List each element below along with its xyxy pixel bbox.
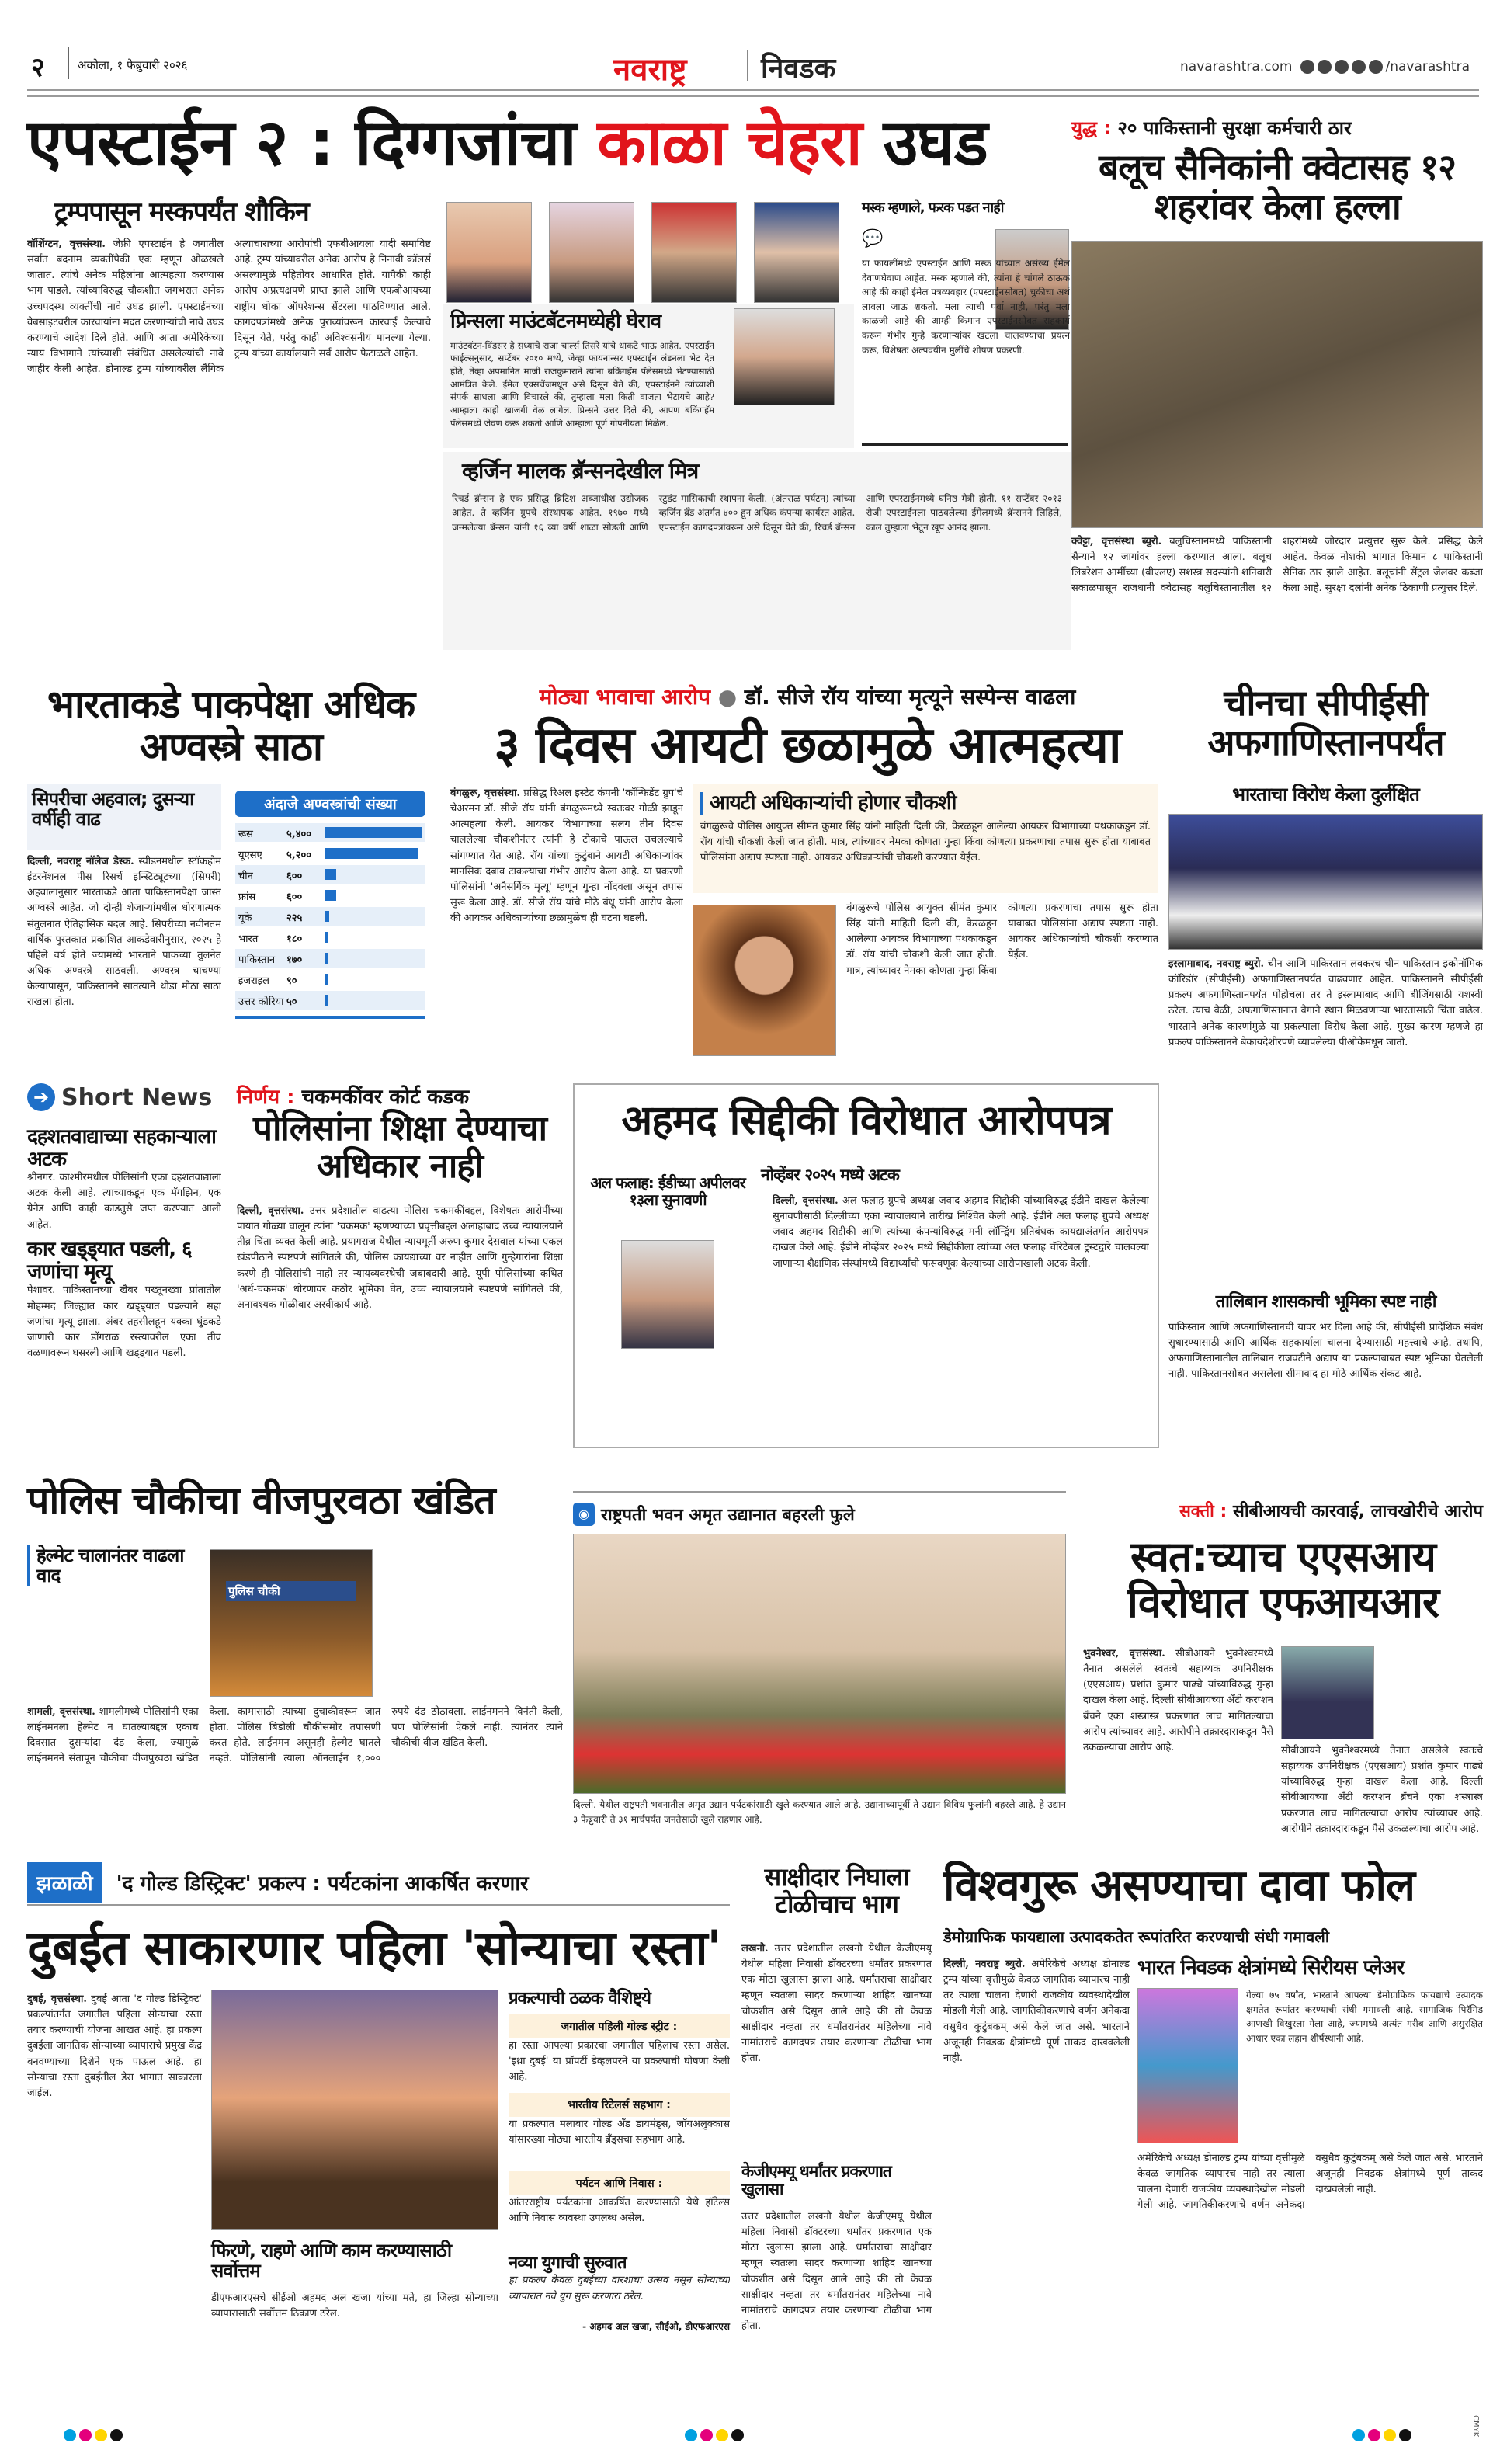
virgin-title: व्हर्जिन मालक ब्रॅन्सनदेखील मित्र — [462, 458, 699, 484]
photo-caption: दिल्ली. येथील राष्ट्रपती भवनातील अमृत उद्यान पर्यटकांसाठी खुले करण्यात आले आहे. उद्यानाच्यापूर्वी ते उद्यान विविध फुलांनी बहरले आहे. हे उद्यान ३ फेब्रुवारी ते ३१ मार्चपर्यंत जनतेसाठी खुले राहणार आहे. — [573, 1799, 1066, 1825]
police-headline: पोलिस चौकीचा वीजपुरवठा खंडित — [27, 1478, 495, 1523]
gold-street-photo — [211, 1990, 498, 2230]
siddiqui-col-title: नोव्हेंबर २०२५ मध्ये अटक — [761, 1166, 899, 1184]
china-photo — [1168, 814, 1483, 950]
arrow-icon: ➔ — [27, 1083, 55, 1111]
instagram-icon[interactable] — [1318, 60, 1332, 74]
gold-headline: दुबईत साकारणार पहिला 'सोन्याचा रस्ता' — [27, 1920, 721, 1976]
chart-bar — [325, 932, 328, 943]
divider — [862, 443, 1068, 446]
chart-value-label: ९० — [286, 975, 297, 987]
warhead-chart — [235, 791, 425, 1016]
siddiqui-side-title: अल फलाह: ईडीच्या अपीलवर १३ला सुनावणी — [590, 1173, 745, 1209]
feature-title: पर्यटन आणि निवास : — [509, 2171, 730, 2195]
feature-title: भारतीय रिटेलर्स सहभाग : — [509, 2093, 730, 2117]
it-inquiry-box — [693, 784, 1158, 893]
chart-category-label: फ्रांस — [238, 891, 256, 903]
chart-value-label: ५० — [286, 996, 297, 1008]
chart-bar — [325, 911, 329, 922]
siddiqui-box — [573, 1083, 1159, 1448]
gold-tag: झळाळी — [27, 1862, 102, 1903]
chart-value-label: ५,२०० — [286, 850, 311, 861]
gold-kicker: 'द गोल्ड डिस्ट्रिक्ट' प्रकल्प : पर्यटकांना आकर्षित करणार — [116, 1871, 529, 1896]
court-body: दिल्ली, वृत्तसंस्था. उत्तर प्रदेशातील वाढत्या पोलिस चकमकींबद्दल, विशेषतः आरोपींच्या पायात गोळ्या घालून त्यांना 'चकमक' म्हणण्याच्या प्रवृत्तीबद्दल अलाहाबाद उच्च न्यायालयाने तीव्र चिंता व्यक्त केली आहे. प्रयागराज येथील न्यायमूर्ती अरुण कुमार देसवाल यांच्या एकल खंडपीठाने स्पष्टपणे सांगितले की, पोलिस कायद्याच्या वर नाहीत आणि गुन्हेगारांना शिक्षा करणे ही पोलिसांची नाही तर न्यायव्यवस्थेची जबाबदारी आहे. यूपी पोलिसांच्या कथित 'अर्ध-चकमक' धोरणावर कठोर भूमिका घेत, उच्च न्यायालयाने स्पष्टपणे सांगितले की, अनावश्यक गोळीबार अस्वीकार्य आहे. — [237, 1205, 563, 1311]
registration-dots — [62, 2429, 124, 2445]
roy-photo — [693, 905, 836, 1056]
cmyk-mark: CMYK — [1471, 2415, 1480, 2438]
witness-headline: साक्षीदार निघाला टोळीचाच भाग — [764, 1862, 909, 1920]
chart-value-label: ५,४०० — [286, 829, 311, 840]
chart-row — [235, 907, 425, 926]
chart-row — [235, 949, 425, 968]
musk-body: या फायलींमध्ये एपस्टाईन आणि मस्क यांच्यात असंख्य ईमेल देवाणघेवाण आहेत. मस्क म्हणाले की, त्यांना हे चांगले ठाऊक आहे की काही ईमेल पत्रव्यवहार (एपस्टाईनसोबत) चुकीचा अर्थ लावला जाऊ शकतो. मला त्याची पर्वा नाही, परंतु मला काळजी आहे की आम्ही किमान एपस्टाईनसोबत सहकार्य करून गंभीर गुन्हे करणाऱ्यांवर खटला चालवण्याचा प्रयत्न करू, विशेषतः अल्पवयीन मुलींचे शोषण प्रकरणी. — [862, 258, 1070, 356]
witness-body: लखनौ. उत्तर प्रदेशातील लखनौ येथील केजीएमयू येथील महिला निवासी डॉक्टरच्या धर्मांतर प्रकरणात एक मोठा खुलासा झाला आहे. धर्मांतराचा साक्षीदार म्हणून स्वतःला सादर करणाऱ्या शाहिद खानच्या चौकशीत असे दिसून आले आहे की तो केवळ साक्षीदार नव्हता तर धर्मांतरानंतर महिलेच्या नावे नामांतराचे कागदपत्र तयार करणाऱ्या टोळीचा भाग होता. — [741, 1943, 932, 2064]
witness-body-continued: उत्तर प्रदेशातील लखनौ येथील केजीएमयू येथील महिला निवासी डॉक्टरच्या धर्मांतर प्रकरणात एक मोठा खुलासा झाला आहे. धर्मांतराचा साक्षीदार म्हणून स्वतःला सादर करणाऱ्या शाहिद खानच्या चौकशीत असे दिसून आले आहे की तो केवळ साक्षीदार नव्हता तर धर्मांतरानंतर महिलेच्या नावे नामांतराचे कागदपत्र तयार करणाऱ्या टोळीचा भाग होता. — [741, 2211, 932, 2332]
chart-row — [235, 928, 425, 947]
court-headline: पोलिसांना शिक्षा देण्याचा अधिकार नाही — [253, 1109, 547, 1187]
photo-row — [446, 202, 839, 303]
prince-body: माउंटबॅटन-विंडसर हे सध्याचे राजा चार्ल्स तिसरे यांचे धाकटे भाऊ आहेत. एपस्टाईन फाईल्सनुसार, सप्टेंबर २०१० मध्ये, जेव्हा फायनान्सर एपस्टाईन लंडनला भेट देत होते, तेव्हा अपमानित माजी राजकुमाराने त्यांना बकिंगहॅम पॅलेसमध्ये भेटण्यासाठी आमंत्रित केले. ईमेल एक्सचेंजमधून असे दिसून येते की, एपस्टाईनने त्यांच्याशी संपर्क साधला आणि विचारले की, तुम्हाला मला किती वाजता भेटायचे आहे? आम्हाला काही खाजगी वेळ लागेल. प्रिन्सने उत्तर दिले की, आपण बकिंगहॅम पॅलेसमध्ये जेवण करू शकतो आणि आम्हाला पूर्ण गोपनीयता मिळेल. — [450, 339, 714, 429]
facebook-icon[interactable] — [1300, 60, 1314, 74]
gold-body: दुबई, वृत्तसंस्था. दुबई आता 'द गोल्ड डिस्ट्रिक्ट' प्रकल्पांतर्गत जगातील पहिला सोन्याचा रस्ता तयार करण्याची योजना आखत आहे. हा प्रकल्प दुबईला जागतिक सोन्याच्या व्यापाराचे प्रमुख केंद्र बनवण्याच्या दिशेने एक पाऊल आहे. हा सोन्याचा रस्ता दुबईतील डेरा भागात साकारला जाईल. — [27, 1993, 202, 2099]
prince-photo — [734, 308, 835, 405]
registration-dots — [1351, 2429, 1413, 2445]
chart-row — [235, 865, 425, 884]
demographic-graphic — [1137, 1988, 1238, 2143]
gold-features — [509, 1990, 730, 2417]
chart-bar — [325, 827, 422, 838]
chart-category-label: भारत — [238, 933, 259, 945]
chart-category-label: यूएसए — [238, 850, 262, 861]
chart-bar — [325, 995, 328, 1006]
lead-article-body: वॉशिंग्टन, वृत्तसंस्था. जेफ्री एपस्टाईन हे जगातील सर्वात बदनाम व्यक्तींपैकी एक म्हणून ओळखले जातात. त्यांचे अनेक महिलांना आत्महत्या करण्यास भाग पाडले. त्यांच्याविरुद्ध चौकशीत जगभरात अनेक उच्चपदस्थ व्यक्तींची नावे उघड झाली. एपस्टाईनच्या वेबसाइटवरील कारवायांना मदत करणाऱ्यांची नावे उघड करण्याचे आदेश दिले होते. आणि आता अमेरिकेच्या न्याय विभागाने त्यांच्याशी संबंधित असलेल्यांची नावे जाहीर केली आहेत. डोनाल्ड ट्रम्प यांच्यावरील लैंगिक अत्याचाराच्या आरोपांची एफबीआयला यादी समाविष्ट आहे. ट्रम्प यांच्यावरील अनेक आरोप हे निनावी कॉलर्स असल्यामुळे महितीवर आधारित होते. यापैकी काही आरोप अप्रत्यक्षपणे प्राप्त झाले आणि एफबीआयच्या राष्ट्रीय धोका ऑपरेशन्स सेंटरला पाठविण्यात आले. कागदपत्रांमध्ये अनेक पुराव्यांवरून कारवाई केल्याचे दिसून येते, परंतु काही अविश्वसनीय मानल्या गेल्या. ट्रम्प यांच्या कार्यालयाने सर्व आरोप फेटाळले आहेत. — [27, 238, 431, 376]
gold-sub-body: डीएफआरएसचे सीईओ अहमद अल खजा यांच्या मते, हा जिल्हा सोन्याच्या व्यापारासाठी सर्वोत्तम ठिकाण ठरेल. — [211, 2292, 498, 2320]
quote-body: हा प्रकल्प केवळ दुबईच्या वारशाचा उत्सव नसून सोन्याच्या व्यापारात नवे युग सुरू करणारा ठरेल. — [509, 2275, 730, 2302]
cbi-kicker: सक्ती : सीबीआयची कारवाई, लाचखोरीचे आरोप — [1179, 1502, 1483, 1521]
header-rule — [27, 95, 1479, 97]
china-subhead: भारताचा विरोध केला दुर्लक्षित — [1232, 784, 1419, 805]
divider — [573, 1491, 1066, 1493]
trump-photo — [446, 202, 532, 303]
short-news-body: पेशावर. पाकिस्तानच्या खैबर पख्तूनख्वा प्रांतातील मोहम्मद जिल्ह्यात कार खड्ड्यात पडल्याने सहा जणांचा मृत्यू झाला. अंबर तहसीलहून यक्का घुंडकडे जाणारी कार डोंगराळ रस्त्यावरील एका तीव्र वळणावरून घसरली आणि खड्ड्यात पडली. — [27, 1284, 221, 1359]
registration-dots — [683, 2429, 745, 2445]
virgin-box — [443, 452, 1071, 650]
chart-value-label: ६०० — [286, 891, 303, 903]
cbi-photo — [1281, 1646, 1374, 1739]
nuclear-body: दिल्ली, नवराष्ट्र नॉलेज डेस्क. स्वीडनमधील स्टॉकहोम इंटरनॅशनल पीस रिसर्च इन्स्टिट्यूटच्या (सिपरी) अहवालानुसार भारताकडे आता पाकिस्तानपेक्षा जास्त अण्वस्त्रे आहेत. जो दोन्ही शेजाऱ्यांमधील धोरणात्मक संतुलनात ऐतिहासिक बदल आहे. सिपरीच्या नवीनतम वार्षिक पुस्तकात प्रकाशित आकडेवारीनुसार, २०२५ हे पहिले वर्ष होते ज्यामध्ये भारताने पाकच्या तुलनेत अधिक अण्वस्त्रे साठवली. अण्वस्त्र चाचण्या केल्यापासून, पाकिस्तानने सातत्याने थोडा मोठा साठा राखला होता. — [27, 856, 221, 1009]
witness-subhead: केजीएमयू धर्मांतर प्रकरणात खुलासा — [741, 2162, 891, 2199]
china-headline: चीनचा सीपीईसी अफगाणिस्तानपर्यंत — [1207, 682, 1444, 763]
chart-row — [235, 970, 425, 989]
inquiry-body: बंगळुरूचे पोलिस आयुक्त सीमंत कुमार सिंह यांनी माहिती दिली की, केरळहून आलेल्या आयकर विभागाच्या पथकाकडून डॉ. रॉय यांची चौकशी केली जात होती. मात्र, त्यांच्यावर नेमका कोणता गुन्हा किंवा कोणत्या प्रकरणाचा तपास सुरू होता याबाबत पोलिसांना अद्याप स्पष्टता नाही. आयकर अधिकाऱ्यांची चौकशी करण्यात येईल. — [700, 820, 1151, 864]
page-number: २ — [31, 52, 45, 83]
prince-title: प्रिन्सला माउंटबॅटनमध्येही घेराव — [450, 310, 661, 333]
chart-value-label: ६०० — [286, 871, 303, 882]
cbi-body: भुवनेश्वर, वृत्तसंस्था. सीबीआयने भुवनेश्वरमध्ये तैनात असलेले स्वतःचे सहाय्यक उपनिरीक्षक (एएसआय) प्रशांत कुमार पाढ्ये यांच्याविरुद्ध गुन्हा दाखल केला आहे. दिल्ली सीबीआयच्या अँटी करप्शन ब्रँचने एका शस्त्रास्त्र प्रकरणात लाच मागितल्याचा आरोप त्यांच्यावर आहे. आरोपीने तक्रारदाराकडून पैसे उकळल्याचा आरोप आहे. — [1083, 1648, 1273, 1753]
chart-bar — [325, 974, 328, 985]
lead-headline: एपस्टाईन २ : दिग्गजांचा काळा चेहरा उघड — [27, 106, 988, 180]
chart-bar — [325, 890, 336, 901]
website-link[interactable]: navarashtra.com — [1180, 59, 1293, 75]
chart-value-label: १८० — [286, 933, 303, 945]
it-headline: ३ दिवस आयटी छळामुळे आत्महत्या — [494, 717, 1121, 774]
police-body: शामली, वृत्तसंस्था. शामलीमध्ये पोलिसांनी एका लाईनमनला हेल्मेट न घातल्याबद्दल एकाच दिवसात दुसऱ्यांदा दंड केला, ज्यामुळे लाईनमनने संतापून चौकीचा वीजपुरवठा खंडित केला. कामासाठी त्याच्या दुचाकीवरून जात होता. पोलिस बिडोली चौकीसमोर तपासणी करत होते. लाईनमन असूनही हेल्मेट घातले नव्हते. पोलिसांनी त्याला ऑनलाईन १,००० रुपये दंड ठोठावला. लाईनमनने विनंती केली, पण पोलिसांनी ऐकले नाही. त्यानंतर त्याने चौकीची वीज खंडित केली. — [27, 1706, 563, 1765]
threads-icon[interactable] — [1369, 60, 1383, 74]
it-body-continued: बंगळुरूचे पोलिस आयुक्त सीमंत कुमार सिंह यांनी माहिती दिली की, केरळहून आलेल्या आयकर विभागाच्या पथकाकडून डॉ. रॉय यांची चौकशी केली जात होती. मात्र, त्यांच्यावर नेमका कोणता गुन्हा किंवा कोणत्या प्रकरणाचा तपास सुरू होता याबाबत पोलिसांना अद्याप स्पष्टता नाही. आयकर अधिकाऱ्यांची चौकशी करण्यात येईल. — [846, 902, 1158, 977]
dateline: अकोला, १ फेब्रुवारी २०२६ — [78, 58, 188, 72]
chart-baseline — [235, 1016, 425, 1019]
brand-logo: नवराष्ट्र — [613, 52, 687, 88]
chart-row — [235, 823, 425, 842]
social-handle: /navarashtra — [1385, 59, 1470, 75]
feature-body: हा रस्ता आपल्या प्रकारचा जगातील पहिलाच रस्ता असेल. 'इथ्रा दुबई' या प्रॉपर्टी डेव्हलपरने या प्रकल्पाची घोषणा केली आहे. — [509, 2040, 730, 2083]
chart-row — [235, 886, 425, 905]
gold-subhead: फिरणे, राहणे आणि काम करण्यासाठी सर्वोत्तम — [211, 2240, 452, 2282]
feature-title: जगातील पहिली गोल्ड स्ट्रीट : — [509, 2014, 730, 2038]
chart-bar — [325, 869, 336, 880]
short-news-body: श्रीनगर. काश्मीरमधील पोलिसांनी एका दहशतवाद्याला अटक केली आहे. त्याच्याकडून एक मॅगझिन, एक ग्रेनेड आणि काही काडतुसे जप्त करण्यात आली आहेत. — [27, 1172, 221, 1231]
feature-body: या प्रकल्पात मलाबार गोल्ड अँड डायमंड्स, जॉयअलुक्कास यांसारख्या मोठ्या भारतीय ब्रँड्सचा सहभाग आहे. — [509, 2118, 730, 2146]
chart-row — [235, 844, 425, 863]
china-body: इस्लामाबाद, नवराष्ट्र ब्युरो. चीन आणि पाकिस्तान लवकरच चीन-पाकिस्तान इकोनॉमिक कॉरिडॉर (सीपीईसी) अफगाणिस्तानपर्यंत वाढवणार आहेत. पाकिस्तानने सीपीईसी प्रकल्प अफगाणिस्तानपर्यंत पोहोचला तर ते इस्लामाबाद आणि बीजिंगसाठी यशस्वी ठरेल. त्याच वेळी, अफगाणिस्तानात वेगाने स्थान मिळवणाऱ्या भारतासाठी चिंता वाढेल. भारताने अनेक कारणांमुळे या प्रकल्पाला विरोध केला आहे. मुख्य कारण म्हणजे हा प्रकल्प पाकिस्तानने बेकायदेशीरपणे व्यापलेल्या पीओकेमधून जातो. — [1168, 958, 1483, 1048]
quote-title: नव्या युगाची सुरुवात — [509, 2254, 627, 2274]
gates-photo — [549, 202, 634, 303]
taliban-subhead: तालिबान शासकाची भूमिका स्पष्ट नाही — [1215, 1292, 1436, 1312]
x-icon[interactable] — [1335, 60, 1349, 74]
prince-box — [443, 304, 854, 448]
chart-category-label: इजराइल — [238, 975, 269, 987]
short-news-list — [27, 1126, 221, 1460]
chart-category-label: यूके — [238, 912, 252, 924]
vishwaguru-body: दिल्ली, नवराष्ट्र ब्युरो. अमेरिकेचे अध्यक्ष डोनाल्ड ट्रम्प यांच्या वृत्तीमुळे केवळ जागतिक व्यापारच नाही तर त्याला चालना देणारी राजकीय व्यवस्थादेखील मोडली गेली आहे. जागतिकीकरणाचे वर्णन अनेकदा वसुधैव कुटुंबकम् असे केले जात असे. भारताने अजूनही निवडक क्षेत्रांमध्ये पूर्ण ताकद दाखवलेली नाही. — [943, 1958, 1130, 2064]
it-kicker: मोठ्या भावाचा आरोप ● डॉ. सीजे रॉय यांच्या मृत्यूने सस्पेन्स वाढला — [539, 684, 1076, 710]
divider — [747, 50, 748, 81]
quote-attribution: - अहमद अल खजा, सीईओ, डीएफआरएस — [582, 2321, 730, 2333]
youtube-icon[interactable] — [1352, 60, 1366, 74]
virgin-body: रिचर्ड ब्रॅन्सन हे एक प्रसिद्ध ब्रिटिश अब्जाधीश उद्योजक आहेत. ते व्हर्जिन ग्रुपचे संस्थापक आहेत. १९७० मध्ये जन्मलेल्या ब्रॅन्सन यांनी १६ व्या वर्षी शाळा सोडली आणि स्टुडंट मासिकाची स्थापना केली. (अंतराळ पर्यटन) त्यांच्या व्हर्जिन ब्रँड अंतर्गत ४०० हून अधिक कंपन्या कार्यरत आहेत. एपस्टाईन कागदपत्रांवरून असे दिसून येते की, रिचर्ड ब्रॅन्सन आणि एपस्टाईनमध्ये घनिष्ठ मैत्री होती. ११ सप्टेंबर २०१३ रोजी एपस्टाईनला पाठवलेल्या ईमेलमध्ये ब्रॅन्सनने लिहिले, काल तुम्हाला भेटून खूप आनंद झाला. — [452, 492, 1062, 533]
vishwaguru-headline: विश्वगुरू असण्याचा दावा फोल — [943, 1861, 1415, 1911]
chart-category-label: चीन — [238, 871, 253, 882]
gold-kicker-bar — [27, 1860, 730, 1906]
cbi-body-continued: सीबीआयने भुवनेश्वरमध्ये तैनात असलेले स्वतःचे सहाय्यक उपनिरीक्षक (एएसआय) प्रशांत कुमार पाढ्ये यांच्याविरुद्ध गुन्हा दाखल केला आहे. दिल्ली सीबीआयच्या अँटी करप्शन ब्रँचने एका शस्त्रास्त्र प्रकरणात लाच मागितल्याचा आरोप त्यांच्यावर आहे. आरोपीने तक्रारदाराकडून पैसे उकळल्याचा आरोप आहे. — [1281, 1745, 1483, 1835]
feature-body: आंतरराष्ट्रीय पर्यटकांना आकर्षित करण्यासाठी येथे हॉटेल्स आणि निवास व्यवस्था उपलब्ध असेल. — [509, 2197, 730, 2225]
cbi-headline: स्वत:च्याच एएसआय विरोधात एफआयआर — [1127, 1532, 1439, 1628]
short-news-title: कार खड्ड्यात पडली, ६ जणांचा मृत्यू — [27, 1238, 192, 1284]
vishwaguru-body-continued: अमेरिकेचे अध्यक्ष डोनाल्ड ट्रम्प यांच्या वृत्तीमुळे केवळ जागतिक व्यापारच नाही तर त्याला चालना देणारी राजकीय व्यवस्थादेखील मोडली गेली आहे. जागतिकीकरणाचे वर्णन अनेकदा वसुधैव कुटुंबकम् असे केले जात असे. भारताने अजूनही निवडक क्षेत्रांमध्ये पूर्ण ताकद दाखवलेली नाही. — [1137, 2153, 1483, 2212]
vishwaguru-box-body: गेल्या ७५ वर्षांत, भारताने आपल्या डेमोग्राफिक फायद्याचे उत्पादक क्षमतेत रूपांतर करण्याची संधी गमावली आहे. सामाजिक पिरॅमिड आणखी विखुरला गेला आहे, ज्यामध्ये अत्यंत गरीब आणि असुरक्षित आधार एका लहान शीर्षस्थानी आहे. — [1246, 1990, 1483, 2044]
musk-title: मस्क म्हणाले, फरक पडत नाही — [862, 200, 1004, 216]
businessman-photo — [651, 202, 737, 303]
court-kicker: निर्णय : चकमकींवर कोर्ट कडक — [237, 1086, 470, 1109]
chart-bar — [325, 848, 418, 859]
photo-feature-title: ◉ राष्ट्रपती भवन अमृत उद्यानात बहरली फुले — [573, 1503, 855, 1526]
vishwaguru-subhead: डेमोग्राफिक फायद्याला उत्पादकतेत रूपांतरित करण्याची संधी गमावली — [943, 1927, 1330, 1946]
baloch-photo — [1071, 241, 1483, 528]
police-subhead: हेल्मेट चालानंतर वाढला वाद — [27, 1545, 198, 1586]
siddiqui-photo — [621, 1240, 714, 1349]
baloch-kicker: युद्ध : २० पाकिस्तानी सुरक्षा कर्मचारी ठार — [1071, 117, 1352, 139]
branson-photo — [754, 202, 839, 303]
chart-title: अंदाजे अण्वस्त्रांची संख्या — [235, 791, 425, 817]
taliban-body: पाकिस्तान आणि अफगाणिस्तानची यावर भर दिला आहे की, सीपीईसी प्रादेशिक संबंध सुधारण्यासाठी आणि आर्थिक सहकार्याला चालना देण्यासाठी महत्त्वाचे आहे. तथापि, अफगाणिस्तानातील तालिबान राजवटीने अद्याप या प्रकल्पाबाबत स्पष्ट भूमिका घेतलेली नाही. पाकिस्तानसोबत असलेला सीमावाद हा मोठे आर्थिक संकट आहे. — [1168, 1322, 1483, 1381]
divider — [68, 47, 69, 79]
siddiqui-headline: अहमद सिद्दीकी विरोधात आरोपपत्र — [621, 1097, 1111, 1144]
vishwaguru-box-title: भारत निवडक क्षेत्रांमध्ये सिरीयस प्लेअर — [1137, 1956, 1405, 1979]
section-name: निवडक — [761, 53, 836, 85]
amrit-udyan-photo — [573, 1534, 1066, 1794]
speech-bubble-icon: 💬 — [862, 229, 884, 248]
chart-bar — [325, 953, 328, 964]
chart-category-label: उत्तर कोरिया — [238, 996, 284, 1008]
chart-category-label: पाकिस्तान — [238, 954, 276, 966]
lead-subhead: ट्रम्पपासून मस्कपर्यंत शौकिन — [54, 196, 309, 228]
chart-value-label: २२५ — [286, 912, 303, 924]
chart-category-label: रूस — [238, 829, 253, 840]
chart-row — [235, 991, 425, 1010]
chart-value-label: १७० — [286, 954, 303, 966]
baloch-headline: बलूच सैनिकांनी क्वेटासह १२ शहरांवर केला हल्ला — [1098, 146, 1457, 228]
nuclear-headline: भारताकडे पाकपेक्षा अधिक अण्वस्त्रे साठा — [47, 682, 415, 770]
short-news-label: ➔ Short News — [27, 1083, 212, 1111]
baloch-body: क्वेट्टा, वृत्तसंस्था ब्युरो. बलुचिस्तानमध्ये पाकिस्तानी सैन्याने १२ जागांवर हल्ला करण्यात आला. बलूच लिबरेशन आर्मीच्या (बीएलए) सशस्त्र सदस्यांनी शनिवारी सकाळपासून राजधानी क्वेटासह बलुचिस्तानातील १२ शहरांमध्ये जोरदार प्रत्युत्तर सुरू केले. प्रसिद्ध केले आहेत. केवळ नोशकी भागात किमान ८ पाकिस्तानी सैनिक ठार झाले आहेत. बलूचांनी सेंट्रल जेलवर कब्जा केला आहे. सुरक्षा दलांनी अनेक ठिकाणी प्रत्युत्तर दिले. — [1071, 536, 1483, 595]
header-rule — [27, 89, 1479, 91]
features-title: प्रकल्पाची ठळक वैशिष्ट्ये — [509, 1989, 651, 2008]
short-news-title: दहशतवाद्याच्या सहकाऱ्याला अटक — [27, 1125, 216, 1171]
it-body: बंगळुरू, वृत्तसंस्था. प्रसिद्ध रिअल इस्टेट कंपनी 'कॉन्फिडेंट ग्रुप'चे चेअरमन डॉ. सीजे रॉय यांनी बंगळुरूमध्ये स्वतःवर गोळी झाडून आत्महत्या केली. आयकर विभागाच्या सलग तीन दिवस चाललेल्या चौकशीनंतर त्यांनी हे टोकाचे पाऊल उचलल्याचे सांगण्यात येत आहे. रॉय यांच्या कुटुंबाने आयटी अधिकाऱ्यांवर मानसिक दबाव टाकल्याचा गंभीर आरोप केला आहे. या प्रकरणी पोलिसांनी 'अनैसर्गिक मृत्यू' म्हणून गुन्हा नोंदवला असून तपास सुरू केला आहे. डॉ. सीजे रॉय यांचे मोठे बंधू यांनी आरोप केला की आयकर अधिकाऱ्यांच्या छळामुळेच ही घटना घडली. — [450, 787, 683, 925]
camera-icon: ◉ — [573, 1503, 595, 1526]
siddiqui-body: दिल्ली, वृत्तसंस्था. अल फलाह ग्रुपचे अध्यक्ष जवाद अहमद सिद्दीकी यांच्याविरुद्ध ईडीने दाखल केलेल्या सुनावणीसाठी दिल्लीच्या एका न्यायालयाने तारीख निश्चित केली आहे. ईडीने अल फलाह ग्रुपचे अध्यक्ष जवाद अहमद सिद्दीकी आणि त्यांच्या कंपन्यांविरुद्ध मनी लॉन्ड्रिंग प्रतिबंधक कायद्याअंतर्गत आरोपपत्र दाखल केले आहे. ईडीने नोव्हेंबर २०२५ मध्ये सिद्दीकीला त्यांच्या अल फलाह चॅरिटेबल ट्रस्टद्वारे चालवल्या जाणाऱ्या शैक्षणिक संस्थांमध्ये विद्यार्थ्यांची फसवणूक केल्याच्या आरोपाखाली अटक केली. — [773, 1195, 1149, 1270]
police-post-photo: पुलिस चौकी — [210, 1549, 373, 1697]
sipri-subhead: सिपरीचा अहवाल; दुसऱ्या वर्षीही वाढ — [27, 784, 221, 850]
inquiry-title: आयटी अधिकाऱ्यांची होणार चौकशी — [700, 792, 1151, 815]
